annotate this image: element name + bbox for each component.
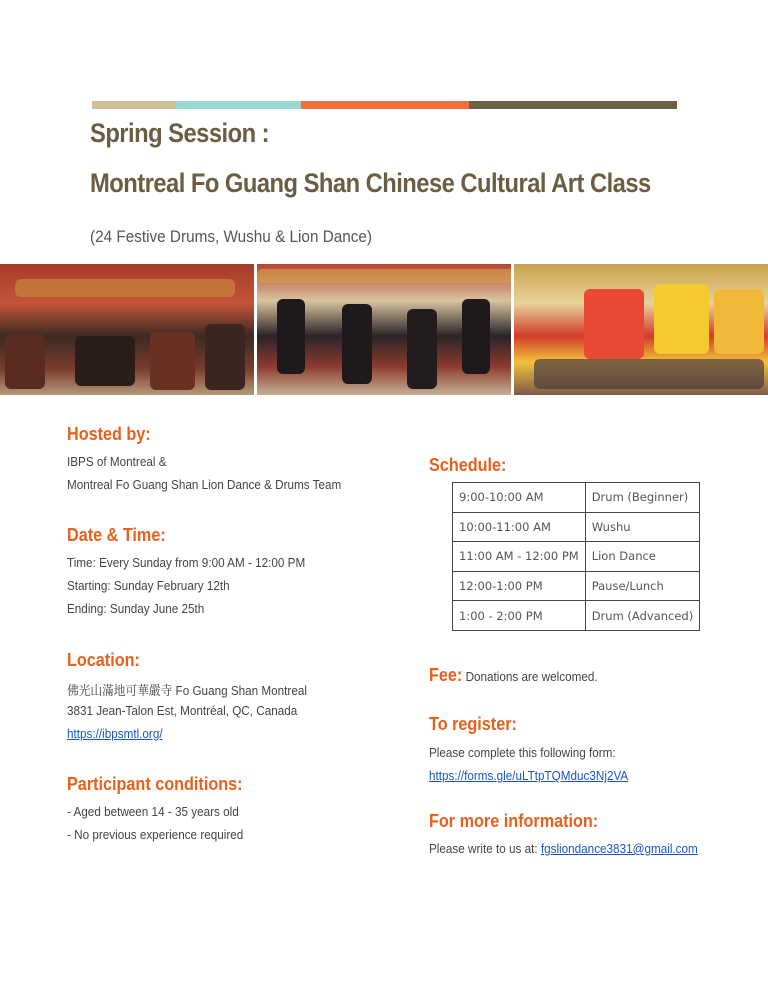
participant-conditions-heading: Participant conditions:: [67, 774, 243, 794]
schedule-heading: Schedule:: [429, 455, 507, 475]
condition-item-age: - Aged between 14 - 35 years old: [67, 804, 239, 819]
schedule-activity-cell: Lion Dance: [585, 542, 700, 572]
fee-label: Fee:: [429, 665, 463, 685]
decorative-color-bar: [92, 101, 677, 109]
date-time-ending: Ending: Sunday June 25th: [67, 601, 205, 616]
location-address: 3831 Jean-Talon Est, Montréal, QC, Canada: [67, 703, 298, 718]
schedule-time-cell: 10:00-11:00 AM: [453, 512, 586, 542]
date-time-time: Time: Every Sunday from 9:00 AM - 12:00 PM: [67, 555, 306, 570]
schedule-time-cell: 11:00 AM - 12:00 PM: [453, 542, 586, 572]
date-time-heading: Date & Time:: [67, 525, 166, 545]
photo-strip: [0, 264, 768, 395]
schedule-time-cell: 1:00 - 2:00 PM: [453, 601, 586, 631]
schedule-activity-cell: Drum (Advanced): [585, 601, 700, 631]
table-row: [453, 512, 700, 542]
schedule-table: [452, 482, 700, 631]
photo-wushu-performance: [257, 264, 511, 395]
register-form-link[interactable]: https://forms.gle/uLTtpTQMduc3Nj2VA: [429, 768, 629, 783]
photo-lion-dance: [514, 264, 768, 395]
table-row: [453, 483, 700, 513]
schedule-activity-cell: Wushu: [585, 512, 700, 542]
page-subtitle: (24 Festive Drums, Wushu & Lion Dance): [90, 227, 373, 246]
more-info-row: [429, 841, 698, 856]
hosted-by-line-1: IBPS of Montreal &: [67, 454, 167, 469]
register-instruction: Please complete this following form:: [429, 745, 616, 760]
schedule-time-cell: 12:00-1:00 PM: [453, 571, 586, 601]
more-info-text: Please write to us at:: [429, 841, 541, 856]
location-website-link[interactable]: https://ibpsmtl.org/: [67, 726, 163, 741]
hosted-by-heading: Hosted by:: [67, 424, 151, 444]
color-bar-segment-tan: [92, 101, 176, 109]
schedule-activity-cell: Drum (Beginner): [585, 483, 700, 513]
table-row: [453, 571, 700, 601]
photo-drum-performance: [0, 264, 254, 395]
color-bar-segment-teal: [176, 101, 301, 109]
table-row: [453, 542, 700, 572]
table-row: [453, 601, 700, 631]
date-time-starting: Starting: Sunday February 12th: [67, 578, 230, 593]
page-title-line-2: Montreal Fo Guang Shan Chinese Cultural Art Class: [90, 168, 651, 198]
color-bar-segment-orange: [301, 101, 469, 109]
color-bar-segment-brown: [469, 101, 677, 109]
register-heading: To register:: [429, 714, 517, 734]
schedule-activity-cell: Pause/Lunch: [585, 571, 700, 601]
fee-text: Donations are welcomed.: [462, 669, 598, 684]
page-title-line-1: Spring Session :: [90, 118, 270, 148]
fee-row: [429, 665, 598, 686]
schedule-time-cell: 9:00-10:00 AM: [453, 483, 586, 513]
contact-email-link[interactable]: fgsliondance3831@gmail.com: [540, 841, 698, 856]
location-name: 佛光山滿地可華嚴寺 Fo Guang Shan Montreal: [67, 683, 307, 698]
hosted-by-line-2: Montreal Fo Guang Shan Lion Dance & Drums Team: [67, 477, 342, 492]
location-heading: Location:: [67, 650, 140, 670]
more-info-heading: For more information:: [429, 811, 599, 831]
condition-item-experience: - No previous experience required: [67, 827, 244, 842]
